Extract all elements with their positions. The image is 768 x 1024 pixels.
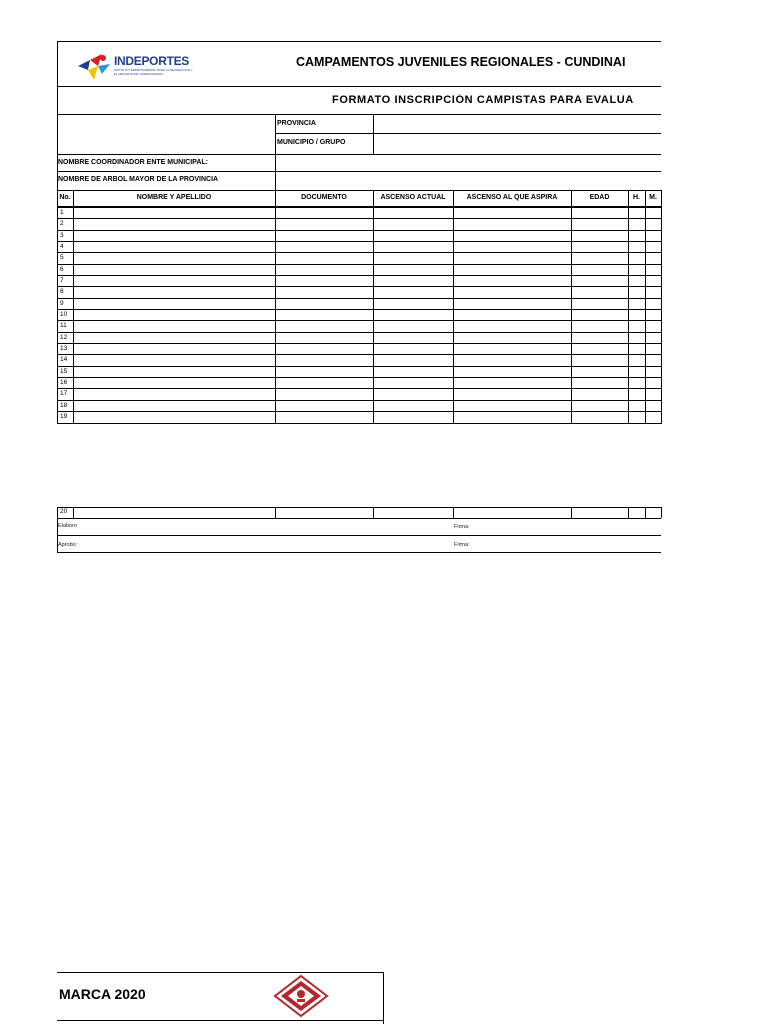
row-number: 16	[60, 379, 68, 386]
next-page-top	[57, 972, 383, 973]
seal-icon	[273, 974, 329, 1018]
col-header-ascenso-actual: ASCENSO ACTUAL	[380, 194, 446, 201]
row-number: 9	[60, 300, 64, 307]
col-header-no: No.	[59, 194, 71, 201]
row-number: 13	[60, 345, 68, 352]
logo-subtext: INSTITUTO DEPARTAMENTAL PARA LA RECREACION Y EL DEPORTE DE CUNDINAMARCA	[114, 68, 193, 76]
row-20-col-line	[645, 507, 646, 518]
row-number: 3	[60, 232, 64, 239]
sig-divider	[57, 535, 661, 536]
row-number: 12	[60, 334, 68, 341]
row-20-col-line	[571, 507, 572, 518]
row-number: 19	[60, 413, 68, 420]
provincia-label: PROVINCIA	[277, 120, 316, 127]
col-header-h: H.	[633, 194, 640, 201]
row-20-bottom	[57, 518, 661, 519]
row-number: 17	[60, 390, 68, 397]
row-20-col-line	[57, 507, 58, 518]
row-number: 8	[60, 288, 64, 295]
row-number: 6	[60, 266, 64, 273]
municipio-field[interactable]	[374, 134, 661, 154]
logo-mark-icon	[76, 52, 112, 82]
municipio-label: MUNICIPIO / GRUPO	[277, 139, 346, 146]
next-page-title: MARCA 2020	[59, 986, 146, 1002]
logo-text: INDEPORTES	[114, 54, 190, 68]
col-header-ascenso-aspira: ASCENSO AL QUE ASPIRA	[466, 194, 558, 201]
col-header-edad: EDAD	[589, 194, 610, 201]
provincia-field[interactable]	[374, 115, 661, 133]
coordinador-field[interactable]	[276, 155, 661, 171]
row-20-col-line	[373, 507, 374, 518]
row-number: 4	[60, 243, 64, 250]
form-title: CAMPAMENTOS JUVENILES REGIONALES - CUNDINAI	[296, 55, 626, 69]
elaboro-label: Elaboro	[58, 523, 77, 529]
aprobo-label: Aprobo:	[58, 542, 78, 548]
row-number: 11	[60, 322, 67, 329]
title-divider	[57, 86, 661, 87]
row-number: 18	[60, 402, 68, 409]
row-20-col-line	[73, 507, 74, 518]
arbol-label: NOMBRE DE ARBOL MAYOR DE LA PROVINCIA	[58, 176, 219, 183]
header-top-border	[57, 41, 661, 42]
next-page-bottom	[57, 1020, 383, 1021]
row-20-col-line	[661, 507, 662, 518]
col-header-m: M.	[649, 194, 657, 201]
col-header-nombre: NOMBRE Y APELLIDO	[136, 194, 212, 201]
firma-label-1: Firma:	[454, 524, 470, 530]
coordinador-label: NOMBRE COORDINADOR ENTE MUNICIPAL:	[58, 159, 208, 166]
row-number: 20	[60, 508, 68, 515]
row-number: 14	[60, 356, 68, 363]
col-line	[661, 190, 662, 424]
form-subtitle: FORMATO INSCRIPCIÓN CAMPISTAS PARA EVALUA	[332, 94, 634, 106]
row-number: 5	[60, 254, 64, 261]
row-number: 7	[60, 277, 64, 284]
row-20-col-line	[628, 507, 629, 518]
indeportes-logo	[76, 52, 196, 82]
row-number: 1	[60, 209, 64, 216]
firma-label-2: Firma:	[454, 542, 470, 548]
row-number: 2	[60, 220, 64, 227]
info-divider-v1	[275, 114, 276, 154]
row-number: 10	[60, 311, 68, 318]
row-20-col-line	[275, 507, 276, 518]
next-page-right	[383, 972, 384, 1024]
arbol-field[interactable]	[276, 172, 661, 190]
sig-bottom	[57, 552, 661, 553]
row-number: 15	[60, 368, 68, 375]
col-header-documento: DOCUMENTO	[301, 194, 347, 201]
row-20-col-line	[453, 507, 454, 518]
